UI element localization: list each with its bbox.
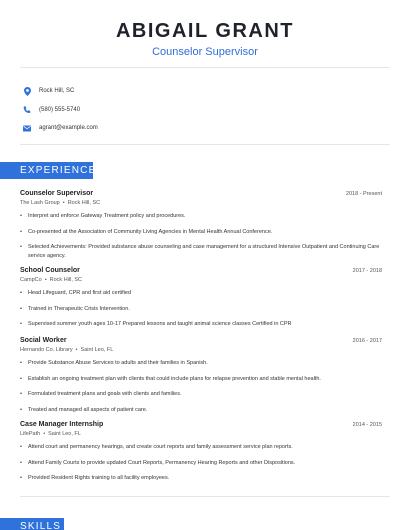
job-bullet: • Interpret and enforce Gateway Treatment policy and procedures.	[20, 212, 382, 221]
job-title: School Counselor	[20, 267, 80, 274]
job-bullets	[20, 443, 382, 483]
resume-header	[0, 0, 410, 58]
job-bullet: • Co-presented at the Association of Community Living Agencies in Mental Health Annual Conference.	[20, 228, 382, 237]
job-bullet: • Provide Substance Abuse Services to adults and their families in Spanish.	[20, 359, 382, 368]
job-location: Saint Leo, FL	[80, 347, 114, 353]
job-bullet: • Supervised summer youth ages 10-17 Prepared lessons and taught animal science classes Certified in CPR	[20, 320, 382, 329]
job-bullet: • Attend court and permanency hearings, and create court reports and family assessment service plan reports.	[20, 443, 382, 452]
job-entry	[20, 421, 382, 490]
job-employer: The Lash Group • Rock Hill, SC	[20, 200, 101, 206]
job-dates: 2014 - 2015	[352, 422, 382, 428]
job-company: The Lash Group	[20, 200, 60, 206]
contact-divider	[20, 144, 390, 145]
job-bullet: • Head Lifeguard, CPR and first aid certified	[20, 289, 382, 298]
phone-icon	[22, 105, 32, 115]
experience-heading: EXPERIENCE	[0, 162, 93, 179]
job-bullet: • Formulated treatment plans and goals with clients and families.	[20, 390, 382, 399]
job-bullet: • Trained in Therapeutic Crisis Intervention.	[20, 305, 382, 314]
contact-phone	[22, 101, 98, 119]
job-company: Hernando Co. Library	[20, 347, 73, 353]
job-bullets	[20, 289, 382, 329]
job-dates: 2016 - 2017	[352, 338, 382, 344]
job-title: Social Worker	[20, 337, 67, 344]
job-dates: 2017 - 2018	[352, 268, 382, 274]
job-entry	[20, 267, 382, 336]
header-divider	[20, 67, 390, 68]
envelope-icon	[22, 123, 32, 133]
job-employer: LifePath • Saint Leo, FL	[20, 431, 81, 437]
job-employer: CampCo • Rock Hill, SC	[20, 277, 83, 283]
email-text: agrant@example.com	[39, 125, 98, 131]
job-bullet: • Provided Resident Rights training to all facility employees.	[20, 474, 382, 483]
location-text: Rock Hill, SC	[39, 88, 75, 94]
job-location: Rock Hill, SC	[49, 277, 83, 283]
contact-email	[22, 119, 98, 137]
candidate-name: ABIGAIL GRANT	[115, 20, 294, 42]
job-bullets	[20, 212, 382, 261]
location-pin-icon	[22, 86, 32, 96]
candidate-role: Counselor Supervisor	[152, 46, 258, 58]
job-entry	[20, 190, 382, 268]
job-title: Case Manager Internship	[20, 421, 104, 428]
job-company: LifePath	[20, 431, 41, 437]
job-bullets	[20, 359, 382, 415]
job-bullet: • Establish an ongoing treatment plan with clients that could include plans for relapse prevention and stable mental health.	[20, 375, 382, 384]
job-bullet: • Selected Achievements: Provided substance abuse counseling and case management for a structured Intensive Outpatient and Continuing Care service agency.	[20, 243, 382, 261]
job-location: Rock Hill, SC	[67, 200, 101, 206]
job-employer: Hernando Co. Library • Saint Leo, FL	[20, 347, 114, 353]
skills-divider	[20, 496, 390, 497]
job-dates: 2018 - Present	[345, 191, 382, 197]
phone-text: (580) 555-5740	[39, 106, 81, 113]
job-title: Counselor Supervisor	[20, 190, 94, 197]
skills-heading: SKILLS	[0, 518, 64, 530]
job-location: Saint Leo, FL	[48, 431, 81, 437]
contact-location	[22, 82, 98, 100]
job-bullet: • Attend Family Courts to provide updated Court Reports, Permanency Hearing Reports and other Dispositions.	[20, 459, 382, 468]
job-company: CampCo	[20, 277, 42, 283]
job-bullet: • Treated and managed all aspects of patient care.	[20, 406, 382, 415]
contact-block	[22, 82, 98, 137]
job-entry	[20, 337, 382, 421]
